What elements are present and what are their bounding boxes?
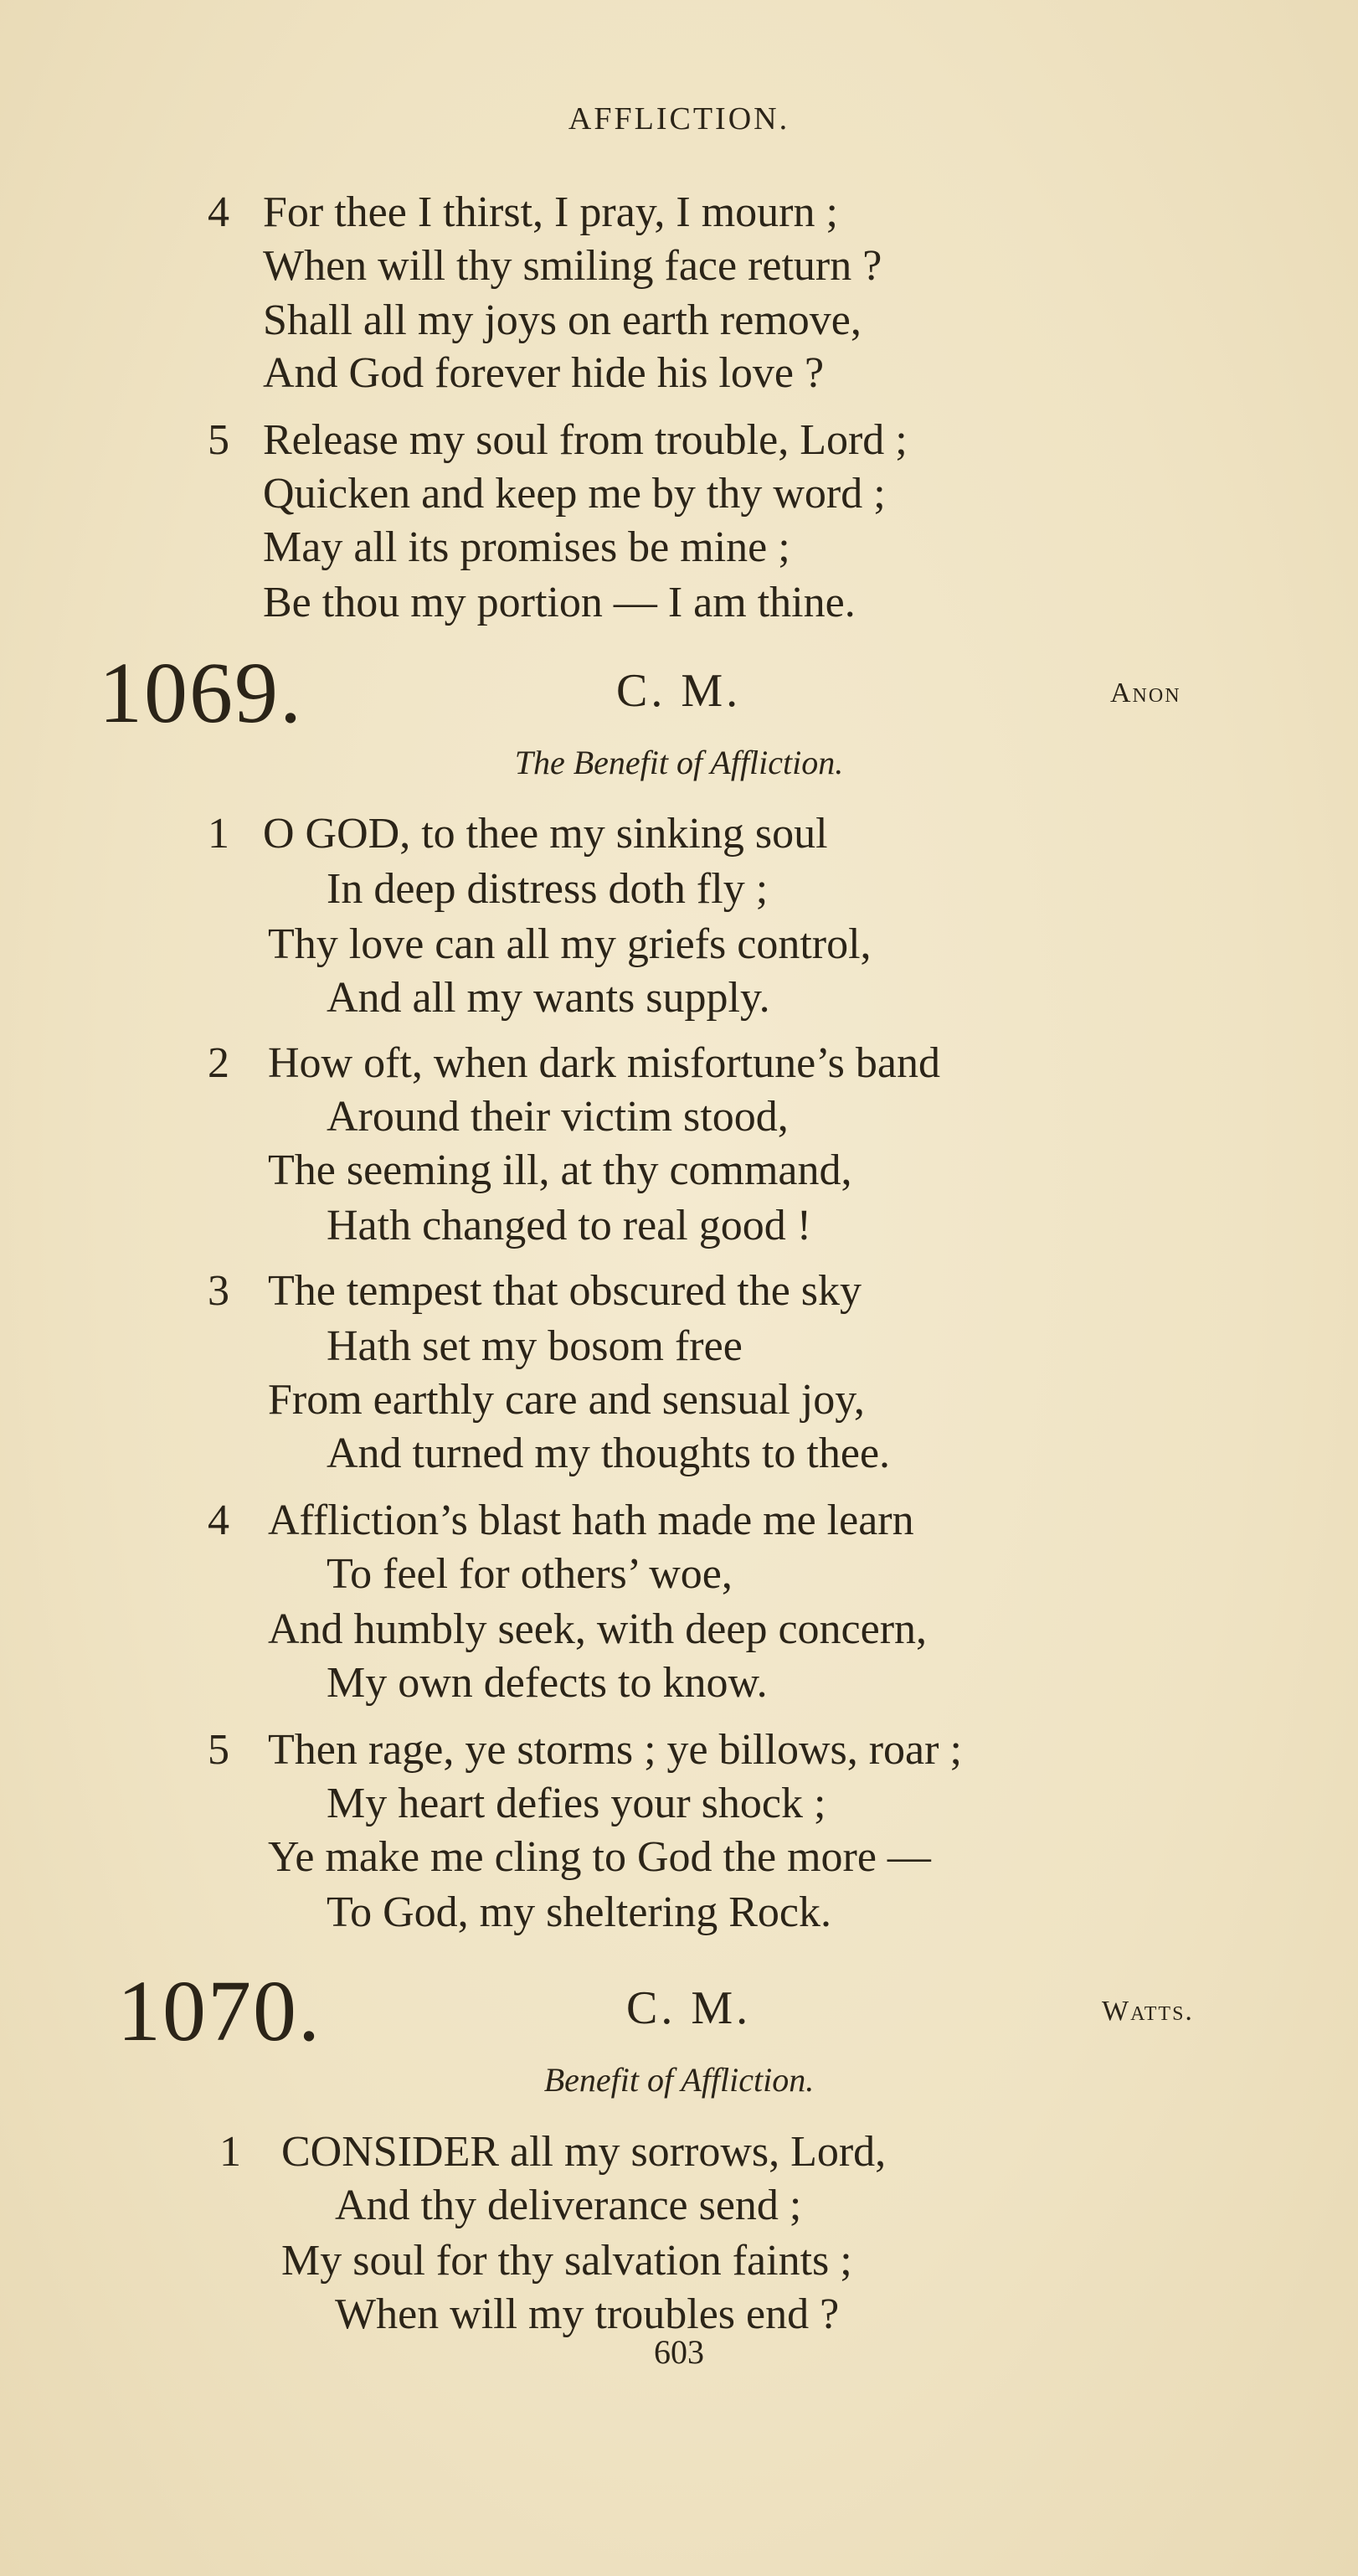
- verse-line: In deep distress doth fly ;: [327, 865, 769, 913]
- verse-line: And all my wants supply.: [327, 974, 770, 1022]
- verse-line: Hath set my bosom free: [327, 1322, 743, 1370]
- verse-line: Quicken and keep me by thy word ;: [263, 470, 886, 518]
- stanza-number: 3: [208, 1267, 229, 1315]
- verse-line: And turned my thoughts to thee.: [327, 1430, 891, 1477]
- verse-line: O GOD, to thee my sinking soul: [263, 810, 828, 858]
- stanza-number: 5: [208, 1726, 229, 1774]
- verse-line: My heart defies your shock ;: [327, 1780, 826, 1827]
- hymn-number: 1070.: [117, 1963, 321, 2059]
- verse-line: Shall all my joys on earth remove,: [263, 296, 862, 344]
- hymn-author: Watts.: [1102, 1996, 1194, 2027]
- verse-line: To God, my sheltering Rock.: [327, 1888, 831, 1936]
- stanza-number: 4: [208, 1497, 229, 1544]
- running-head: AFFLICTION.: [568, 101, 790, 137]
- verse-line: Hath changed to real good !: [327, 1202, 812, 1249]
- verse-line: And humbly seek, with deep concern,: [268, 1605, 928, 1653]
- verse-line: How oft, when dark misfortune’s band: [268, 1039, 940, 1087]
- stanza-number: 1: [219, 2128, 241, 2176]
- verse-line: To feel for others’ woe,: [327, 1550, 733, 1598]
- verse-line: When will thy smiling face return ?: [263, 242, 882, 290]
- verse-line: And God forever hide his love ?: [263, 349, 825, 397]
- verse-line: When will my troubles end ?: [335, 2290, 840, 2338]
- stanza-number: 4: [208, 188, 229, 236]
- verse-line: Around their victim stood,: [327, 1093, 789, 1141]
- verse-line: CONSIDER all my sorrows, Lord,: [281, 2128, 887, 2176]
- hymn-meter: C. M.: [616, 665, 742, 717]
- verse-line: Be thou my portion — I am thine.: [263, 579, 856, 626]
- hymn-author: Anon: [1110, 677, 1181, 708]
- page-number: 603: [654, 2333, 704, 2371]
- verse-line: Thy love can all my griefs control,: [268, 920, 872, 968]
- verse-line: The seeming ill, at thy command,: [268, 1146, 852, 1194]
- hymn-number: 1069.: [99, 645, 303, 741]
- verse-line: From earthly care and sensual joy,: [268, 1376, 865, 1424]
- verse-line: Ye make me cling to God the more —: [268, 1833, 931, 1881]
- verse-line: Release my soul from trouble, Lord ;: [263, 416, 908, 464]
- verse-line: My soul for thy salvation faints ;: [281, 2237, 852, 2285]
- hymn-meter: C. M.: [626, 1982, 752, 2034]
- verse-line: The tempest that obscured the sky: [268, 1267, 862, 1315]
- verse-line: For thee I thirst, I pray, I mourn ;: [263, 188, 838, 236]
- stanza-number: 2: [208, 1039, 229, 1087]
- hymn-title: The Benefit of Affliction.: [514, 744, 844, 781]
- verse-line: Then rage, ye storms ; ye billows, roar ;: [268, 1726, 962, 1774]
- verse-line: And thy deliverance send ;: [335, 2182, 802, 2229]
- stanza-number: 1: [208, 810, 229, 858]
- verse-line: My own defects to know.: [327, 1659, 768, 1707]
- verse-line: Affliction’s blast hath made me learn: [268, 1497, 914, 1544]
- verse-line: May all its promises be mine ;: [263, 523, 790, 571]
- stanza-number: 5: [208, 416, 229, 464]
- hymn-title: Benefit of Affliction.: [543, 2061, 815, 2099]
